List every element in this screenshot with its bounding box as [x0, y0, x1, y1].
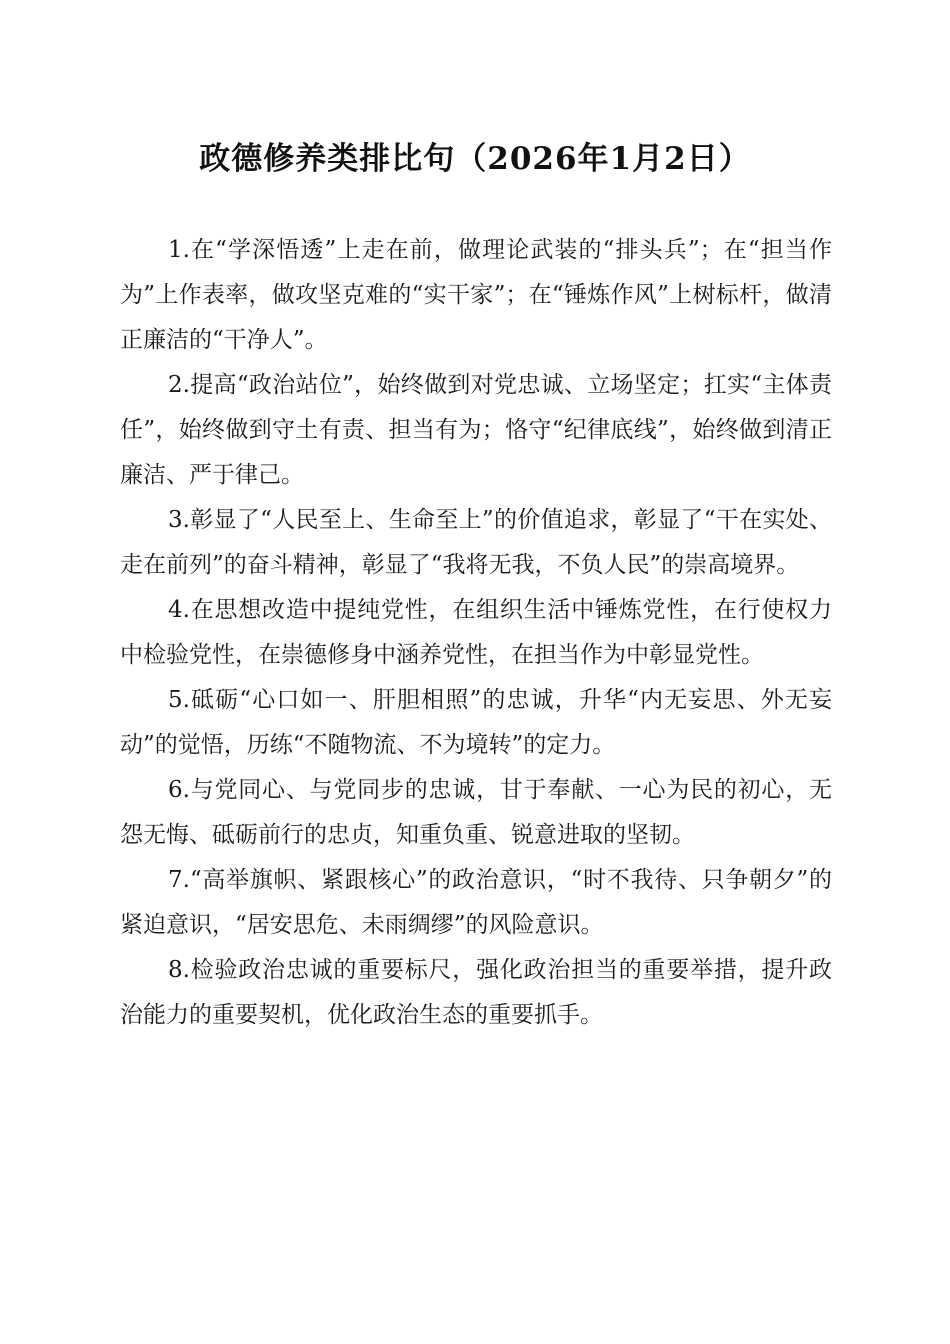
paragraph-4: 4.在思想改造中提纯党性，在组织生活中锤炼党性，在行使权力中检验党性，在崇德修身中涵养党性，在担当作为中彰显党性。	[120, 597, 832, 668]
document-body	[120, 228, 832, 1038]
paragraph-1: 1.在“学深悟透”上走在前，做理论武装的“排头兵”；在“担当作为”上作表率，做攻坚克难的“实干家”；在“锤炼作风”上树标杆，做清正廉洁的“干净人”。	[120, 237, 832, 353]
paragraph-6: 6.与党同心、与党同步的忠诚，甘于奉献、一心为民的初心，无怨无悔、砥砺前行的忠贞，知重负重、锐意进取的坚韧。	[120, 777, 832, 848]
document-title: 政德修养类排比句（2026年1月2日）	[199, 141, 751, 177]
paragraph-7: 7.“高举旗帜、紧跟核心”的政治意识，“时不我待、只争朝夕”的紧迫意识，“居安思危、未雨绸缪”的风险意识。	[120, 867, 832, 938]
paragraph-3: 3.彰显了“人民至上、生命至上”的价值追求，彰显了“干在实处、走在前列”的奋斗精神，彰显了“我将无我，不负人民”的崇高境界。	[120, 507, 832, 578]
paragraph-2: 2.提高“政治站位”，始终做到对党忠诚、立场坚定；扛实“主体责任”，始终做到守土有责、担当有为；恪守“纪律底线”，始终做到清正廉洁、严于律己。	[120, 372, 832, 488]
paragraph-8: 8.检验政治忠诚的重要标尺，强化政治担当的重要举措，提升政治能力的重要契机，优化政治生态的重要抓手。	[120, 957, 832, 1028]
paragraph-5: 5.砥砺“心口如一、肝胆相照”的忠诚，升华“内无妄思、外无妄动”的觉悟，历练“不随物流、不为境转”的定力。	[120, 687, 832, 758]
